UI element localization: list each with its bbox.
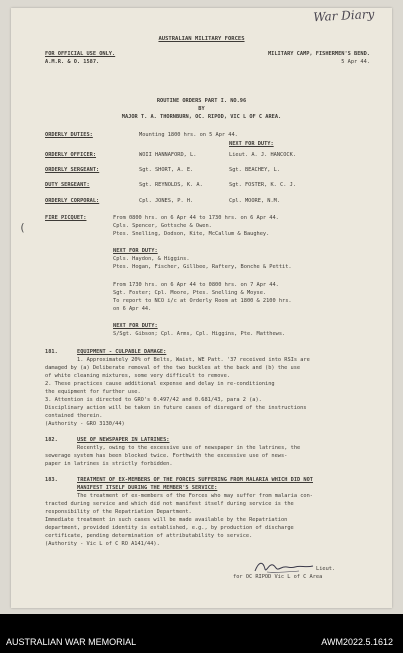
paragraph-line: contained therein. xyxy=(45,413,103,419)
signature-rank: Lieut. xyxy=(316,566,336,572)
paragraph-line: Recently, owing to the excessive use of newspaper in the latrines, the xyxy=(77,445,301,451)
fire-picquet-line: From 1730 hrs. on 6 Apr 44 to 0800 hrs. on 7 Apr 44. xyxy=(113,282,279,288)
duty-row-next: Cpl. MOORE, N.M. xyxy=(229,198,281,204)
order-date: 5 Apr 44. xyxy=(341,59,370,65)
margin-bracket-mark: ( xyxy=(19,221,26,234)
paragraph-title: TREATMENT OF EX-MEMBERS OF THE FORCES SUFFERING FROM MALARIA WHICH DID NOT xyxy=(77,477,313,483)
paragraph-line: paper in latrines is strictly forbidden. xyxy=(45,461,173,467)
paragraph-line: department, provided identity is established, e.g., by production of discharge xyxy=(45,525,294,531)
duty-row-label: ORDERLY CORPORAL: xyxy=(45,198,100,204)
signature-for-line: for OC RIPOD Vic L of C Area xyxy=(233,574,323,580)
paragraph-line: 1. Approximately 20% of Belts, Waist, WE Patt. '37 received into RSIs are xyxy=(77,357,310,363)
paragraph-line: (Authority - GRO 3130/44) xyxy=(45,421,125,427)
archive-reference: AWM2022.5.1612 xyxy=(321,637,393,647)
duty-row-next: Sgt. FOSTER, K. C. J. xyxy=(229,182,296,188)
paragraph-line: certificate, pending determination of attributability to service. xyxy=(45,533,253,539)
fire-picquet-next-heading: NEXT FOR DUTY: xyxy=(113,248,158,254)
paragraph-line: tracted during service and which did not manifest itself during service is the xyxy=(45,501,294,507)
paragraph-line: sewerage system has been blocked twice. Forthwith the excessive use of news- xyxy=(45,453,288,459)
fire-picquet-next-line: Ptes. Hogan, Fischer, Gillbee, Raftery, Bonche & Pettit. xyxy=(113,264,292,270)
fire-picquet-line: From 0800 hrs. on 6 Apr 44 to 1730 hrs. on 6 Apr 44. xyxy=(113,215,279,221)
duty-row-label: ORDERLY SERGEANT: xyxy=(45,167,100,173)
handwritten-annotation: War Diary xyxy=(312,7,375,25)
paragraph-line: Disciplinary action will be taken in future cases of disregard of the instructions xyxy=(45,405,307,411)
duty-row-next: Sgt. BEACHEY, L. xyxy=(229,167,281,173)
fire-picquet-next-line: Cpls. Haydon, & Higgins. xyxy=(113,256,190,262)
paragraph-number: 183. xyxy=(45,477,58,483)
document-page xyxy=(11,8,392,608)
paragraph-title: MANIFEST ITSELF DURING THE MEMBER'S SERVICE: xyxy=(77,485,218,491)
orderly-duties-text: Mounting 1800 hrs. on 5 Apr 44. xyxy=(139,132,238,138)
routine-orders-author: MAJOR T. A. THORNBURN, OC. RIPOD, VIC L OF C AREA. xyxy=(121,114,282,120)
routine-orders-by: BY xyxy=(198,106,205,112)
duty-row-current: WOII HANNAFORD, L. xyxy=(139,152,197,158)
camp-name: MILITARY CAMP, FISHERMEN'S BEND. xyxy=(267,51,370,57)
paragraph-line: Immediate treatment in such cases will be made available by the Repatriation xyxy=(45,517,288,523)
duty-row-current: Sgt. SHORT, A. E. xyxy=(139,167,194,173)
fire-picquet-next-heading: NEXT FOR DUTY: xyxy=(113,323,158,329)
paragraph-line: The treatment of ex-members of the Forces who may suffer from malaria con- xyxy=(77,493,313,499)
paragraph-line: 3. Attention is directed to GRO's 0.497/42 and 0.681/43, para 2 (a). xyxy=(45,397,262,403)
fire-picquet-line: Sgt. Foster; Cpl. Moore, Ptes. Snelling & Moyse. xyxy=(113,290,267,296)
paragraph-number: 181. xyxy=(45,349,58,355)
classification-heading: AUSTRALIAN MILITARY FORCES xyxy=(158,36,245,42)
paragraph-line: responsibility of the Repatriation Department. xyxy=(45,509,192,515)
duty-row-current: Cpl. JONES, P. H. xyxy=(139,198,194,204)
archive-footer-bar xyxy=(0,614,403,653)
paragraph-title: USE OF NEWSPAPER IN LATRINES: xyxy=(77,437,170,443)
duty-row-label: ORDERLY OFFICER: xyxy=(45,152,97,158)
paragraph-line: damaged by (a) Deliberate removal of the two buckles at the back and (b) the use xyxy=(45,365,301,371)
paragraph-number: 182. xyxy=(45,437,58,443)
fire-picquet-next-line: S/Sgt. Gibson; Cpl. Arms, Cpl. Higgins, Pte. Matthews. xyxy=(113,331,286,337)
duty-row-label: DUTY SERGEANT: xyxy=(45,182,90,188)
routine-orders-title: ROUTINE ORDERS PART I. NO.96 xyxy=(156,98,247,104)
duty-row-current: Sgt. REYNOLDS, K. A. xyxy=(139,182,203,188)
duty-row-next: Lieut. A. J. HANCOCK. xyxy=(229,152,296,158)
official-use-line-1: FOR OFFICIAL USE ONLY. xyxy=(45,51,116,57)
paragraph-line: (Authority - Vic L of C RO A141/44). xyxy=(45,541,160,547)
paragraph-line: the equipment for further use. xyxy=(45,389,141,395)
fire-picquet-line: Ptes. Snelling, Dodson, Kite, McCallum & Baughey. xyxy=(113,231,270,237)
next-for-duty-heading: NEXT FOR DUTY: xyxy=(229,141,274,147)
official-use-line-2: A.M.R. & O. 1587. xyxy=(45,59,100,65)
orderly-duties-label: ORDERLY DUTIES: xyxy=(45,132,93,138)
archive-name: AUSTRALIAN WAR MEMORIAL xyxy=(6,637,137,647)
fire-picquet-line: Cpls. Spencer, Gottsche & Owen. xyxy=(113,223,212,229)
fire-picquet-line: on 6 Apr 44. xyxy=(113,306,152,312)
paragraph-line: 2. These practices cause additional expense and delay in re-conditioning xyxy=(45,381,275,387)
fire-picquet-label: FIRE PICQUET: xyxy=(45,215,87,221)
fire-picquet-line: To report to NCO i/c at Orderly Room at 1800 & 2100 hrs. xyxy=(113,298,292,304)
handwritten-signature xyxy=(253,559,315,575)
paragraph-line: of white cleaning mixtures, some very difficult to remove. xyxy=(45,373,230,379)
paragraph-title: EQUIPMENT - CULPABLE DAMAGE: xyxy=(77,349,167,355)
